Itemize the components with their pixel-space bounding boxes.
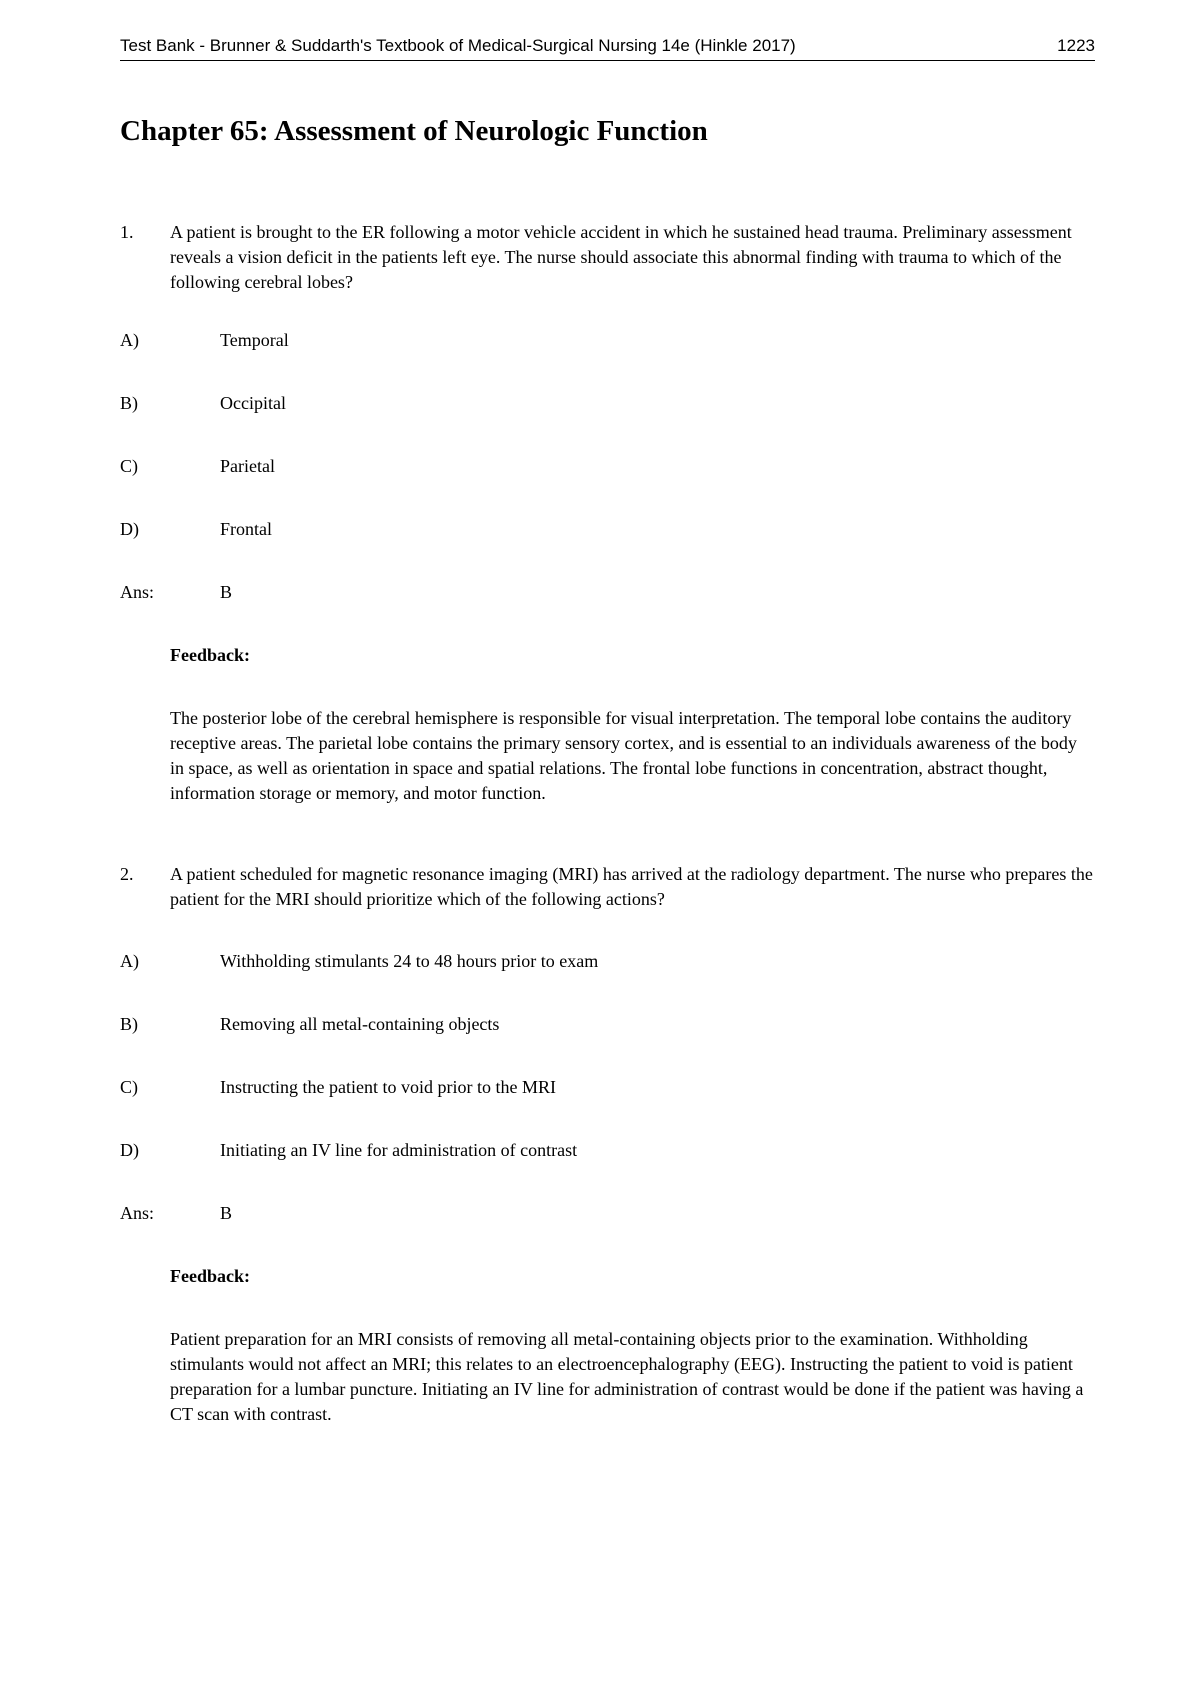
option-letter: B) [120, 393, 138, 413]
chapter-title: Chapter 65: Assessment of Neurologic Function [120, 115, 708, 147]
question-stem: A patient scheduled for magnetic resonance imaging (MRI) has arrived at the radiology department. The nurse who prepares the patient for the MRI should prioritize which of the following actions? [170, 864, 1093, 909]
question-stem: A patient is brought to the ER following a motor vehicle accident in which he sustained head trauma. Preliminary assessment reveals a vision deficit in the patients left eye. The nurse should associate this abnormal finding with trauma to which of the following cerebral lobes? [170, 222, 1072, 292]
question-number: 2. [120, 864, 134, 884]
option-letter: D) [120, 519, 139, 539]
option-letter: A) [120, 951, 139, 971]
feedback-label: Feedback: [170, 645, 250, 665]
option-letter: C) [120, 1077, 138, 1097]
question-1 [120, 220, 1095, 295]
header-page-number: 1223 [1057, 36, 1095, 55]
option-letter: C) [120, 456, 138, 476]
feedback-label: Feedback: [170, 1266, 250, 1286]
feedback-text: Patient preparation for an MRI consists of removing all metal-containing objects prior to the examination. Withholding stimulants would not affect an MRI; this relates to an electroencephalography (EEG). Instructing the patient to void is patient preparation for a lumbar puncture. Initiating an IV line for administration of contrast would be done if the patient was having a CT scan with contrast. [170, 1329, 1084, 1424]
option-text: Parietal [220, 456, 275, 476]
option-text: Withholding stimulants 24 to 48 hours prior to exam [220, 951, 599, 971]
answer-label: Ans: [120, 582, 155, 602]
question-2 [120, 862, 1095, 912]
option-text: Removing all metal-containing objects [220, 1014, 500, 1034]
header-title: Test Bank - Brunner & Suddarth's Textbook of Medical-Surgical Nursing 14e (Hinkle 2017) [120, 36, 796, 55]
running-header [120, 36, 1095, 61]
option-letter: A) [120, 330, 139, 350]
option-text: Occipital [220, 393, 286, 413]
question-number: 1. [120, 222, 134, 242]
feedback-text: The posterior lobe of the cerebral hemisphere is responsible for visual interpretation. The temporal lobe contains the auditory receptive areas. The parietal lobe contains the primary sensory cortex, and is essential to an individuals awareness of the body in space, as well as orientation in space and spatial relations. The frontal lobe functions in concentration, abstract thought, information storage or memory, and motor function. [170, 708, 1077, 803]
option-text: Frontal [220, 519, 272, 539]
option-text: Temporal [220, 330, 289, 350]
option-text: Initiating an IV line for administration of contrast [220, 1140, 578, 1160]
answer-value: B [220, 582, 233, 602]
answer-value: B [220, 1203, 233, 1223]
option-letter: D) [120, 1140, 139, 1160]
answer-label: Ans: [120, 1203, 155, 1223]
option-letter: B) [120, 1014, 138, 1034]
option-text: Instructing the patient to void prior to the MRI [220, 1077, 556, 1097]
